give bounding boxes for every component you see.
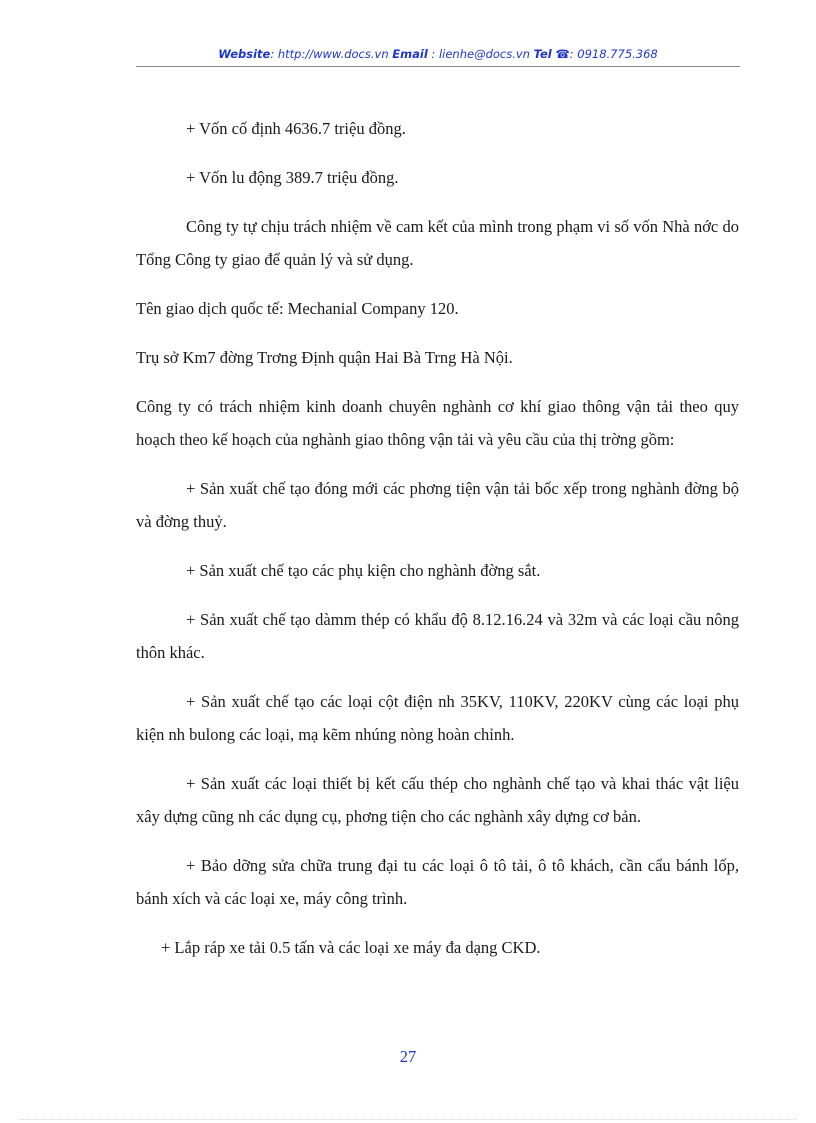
phone-icon: ☎ <box>555 47 570 61</box>
tel-value: : 0918.775.368 <box>569 47 658 61</box>
header-divider <box>136 66 740 67</box>
paragraph-responsibility: Công ty tự chịu trách nhiệm về cam kết của mình trong phạm vi số vốn Nhà nớc do Tổng Công ty giao để quản lý và sử dụng. <box>136 217 739 269</box>
footer-dotted-line <box>20 1119 796 1120</box>
paragraph-item-assembly: + Lắp ráp xe tải 0.5 tấn và các loại xe máy đa dạng CKD. <box>161 938 541 957</box>
paragraph-item-steel-structures: + Sản xuất các loại thiết bị kết cấu thép cho nghành chế tạo và khai thác vật liệu xây dựng cũng nh các dụng cụ, phơng tiện cho các nghành xây dựng cơ bản. <box>136 774 739 826</box>
tel-label: Tel <box>533 47 552 61</box>
website-label: Website <box>218 47 271 61</box>
paragraph-item-rail-parts: + Sản xuất chế tạo các phụ kiện cho nghành đờng sắt. <box>186 561 541 580</box>
paragraph-item-steel-beams: + Sản xuất chế tạo dàmm thép có khẩu độ 8.12.16.24 và 32m và các loại cầu nông thôn khác. <box>136 610 739 662</box>
paragraph-working-capital: + Vốn lu động 389.7 triệu đồng. <box>186 168 399 187</box>
paragraph-item-maintenance: + Bảo dỡng sửa chữa trung đại tu các loại ô tô tải, ô tô khách, cần cẩu bánh lốp, bánh xích và các loại xe, máy công trình. <box>136 856 739 908</box>
paragraph-item-power-poles: + Sản xuất chế tạo các loại cột điện nh 35KV, 110KV, 220KV cùng các loại phụ kiện nh bulong các loại, mạ kẽm nhúng nòng hoàn chỉnh. <box>136 692 739 744</box>
page-header <box>136 47 740 61</box>
paragraph-trade-name: Tên giao dịch quốc tế: Mechanial Company 120. <box>136 299 459 318</box>
paragraph-item-vehicles: + Sản xuất chế tạo đóng mới các phơng tiện vận tải bốc xếp trong nghành đờng bộ và đờng thuỷ. <box>136 479 739 531</box>
document-body <box>136 112 739 980</box>
paragraph-headquarters: Trụ sở Km7 đờng Trơng Định quận Hai Bà Trng Hà Nội. <box>136 348 513 367</box>
paragraph-business-scope: Công ty có trách nhiệm kinh doanh chuyên nghành cơ khí giao thông vận tải theo quy hoạch theo kế hoạch của nghành giao thông vận tải và yêu cầu của thị trờng gồm: <box>136 397 739 449</box>
email-label: Email <box>392 47 428 61</box>
email-value: : lienhe@docs.vn <box>431 47 530 61</box>
paragraph-fixed-capital: + Vốn cố định 4636.7 triệu đồng. <box>186 119 406 138</box>
website-value: : http://www.docs.vn <box>270 47 389 61</box>
page-number: 27 <box>399 1047 417 1066</box>
